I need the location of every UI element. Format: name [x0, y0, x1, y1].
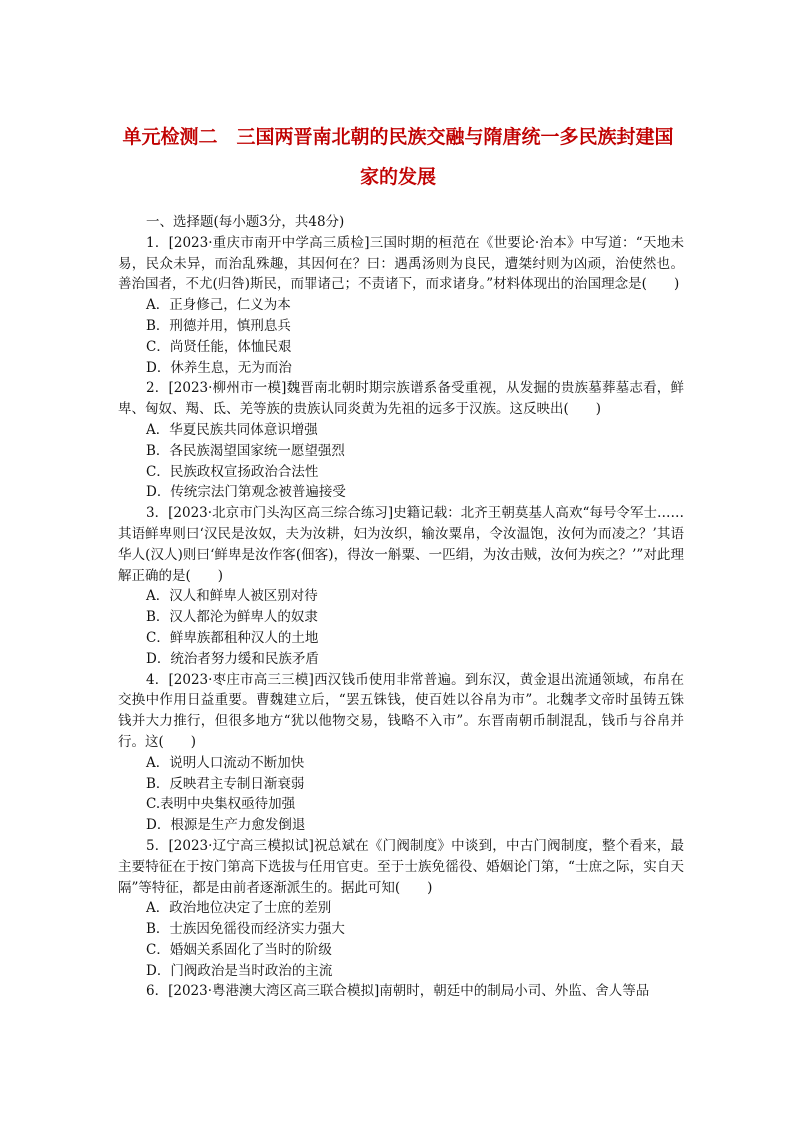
question-3	[118, 503, 684, 669]
question-4	[118, 670, 684, 836]
document-title-line-1: 单元检测二 三国两晋南北朝的民族交融与隋唐统一多民族封建国	[122, 126, 674, 148]
option-b: B．士族因免徭役而经济实力强大	[146, 921, 345, 938]
option-a: A．说明人口流动不断加快	[146, 754, 305, 771]
option-d: D．传统宗法门第观念被普遍接受	[146, 484, 346, 501]
question-stem: 1．[2023·重庆市南开中学高三质检]三国时期的桓范在《世要论·治本》中写道：“天地未易，民众未异，而治乱殊趣，其因何在？曰：遇禹汤则为良民，遭桀纣则为凶顽，治使然也。善治国者，不尤(归咎)斯民，而罪诸己；不责诸下，而求诸身。”材料体现出的治国理念是( )	[118, 234, 684, 293]
question-stem: 4．[2023·枣庄市高三三模]西汉钱币使用非常普遍。到东汉，黄金退出流通领域，布帛在交换中作用日益重要。曹魏建立后，“罢五铢钱，使百姓以谷帛为市”。北魏孝文帝时虽铸五铢钱并大力推行，但很多地方“犹以他物交易，钱略不入市”。东晋南朝币制混乱，钱币与谷帛并行。这( )	[118, 671, 684, 750]
document-body	[118, 212, 684, 1002]
option-d: D．根源是生产力愈发倒退	[146, 817, 306, 834]
option-a: A．正身修己，仁义为本	[146, 297, 291, 314]
option-c: C．鲜卑族都租种汉人的土地	[146, 629, 319, 646]
question-1	[118, 233, 684, 379]
question-stem: 2．[2023·柳州市一模]魏晋南北朝时期宗族谱系备受重视，从发掘的贵族墓葬墓志看，鲜卑、匈奴、羯、氐、羌等族的贵族认同炎黄为先祖的远多于汉族。这反映出( )	[118, 380, 684, 418]
question-stem: 3．[2023·北京市门头沟区高三综合练习]史籍记载：北齐王朝莫基人高欢“每号令军士……其语鲜卑则曰‘汉民是汝奴，夫为汝耕，妇为汝织，输汝粟帛，令汝温饱，汝何为而凌之？’其语华人(汉人)则曰‘鲜卑是汝作客(佃客)，得汝一斛粟、一匹绢，为汝击贼，汝何为疾之？’”对此理解正确的是( )	[118, 505, 684, 584]
option-a: A．汉人和鲜卑人被区别对待	[146, 588, 318, 605]
question-5	[118, 836, 684, 982]
question-6	[118, 981, 684, 1002]
option-b: B．汉人都沦为鲜卑人的奴隶	[146, 609, 318, 626]
option-d: D．统治者努力缓和民族矛盾	[146, 650, 319, 667]
option-c: C.表明中央集权亟待加强	[146, 796, 296, 813]
option-c: C．婚姻关系固化了当时的阶级	[146, 941, 332, 958]
document-title-line-2: 家的发展	[359, 166, 436, 188]
question-stem: 6．[2023·粤港澳大湾区高三联合模拟]南朝时，朝廷中的制局小司、外监、舍人等品	[146, 983, 650, 1000]
option-b: B．各民族渴望国家统一愿望强烈	[146, 442, 345, 459]
question-2	[118, 378, 684, 503]
section-heading: 一、选择题(每小题3分，共48分)	[146, 214, 345, 230]
option-a: A．政治地位决定了士庶的差别	[146, 900, 332, 917]
option-c: C．民族政权宣扬政治合法性	[146, 463, 319, 480]
option-a: A．华夏民族共同体意识增强	[146, 421, 318, 438]
question-stem: 5．[2023·辽宁高三模拟试]祝总斌在《门阀制度》中谈到，中古门阀制度，整个看来，最主要特征在于按门第高下选拔与任用官吏。至于士族免徭役、婚姻论门第，“士庶之际，实自天隔”等特征，都是由前者逐渐派生的。据此可知( )	[118, 837, 684, 896]
option-d: D．门阀政治是当时政治的主流	[146, 962, 333, 979]
option-b: B．刑德并用，慎刑息兵	[146, 317, 291, 334]
option-b: B．反映君主专制日渐衰弱	[146, 775, 305, 792]
option-d: D．休养生息，无为而治	[146, 359, 292, 376]
option-c: C．尚贤任能，体恤民艰	[146, 338, 292, 355]
